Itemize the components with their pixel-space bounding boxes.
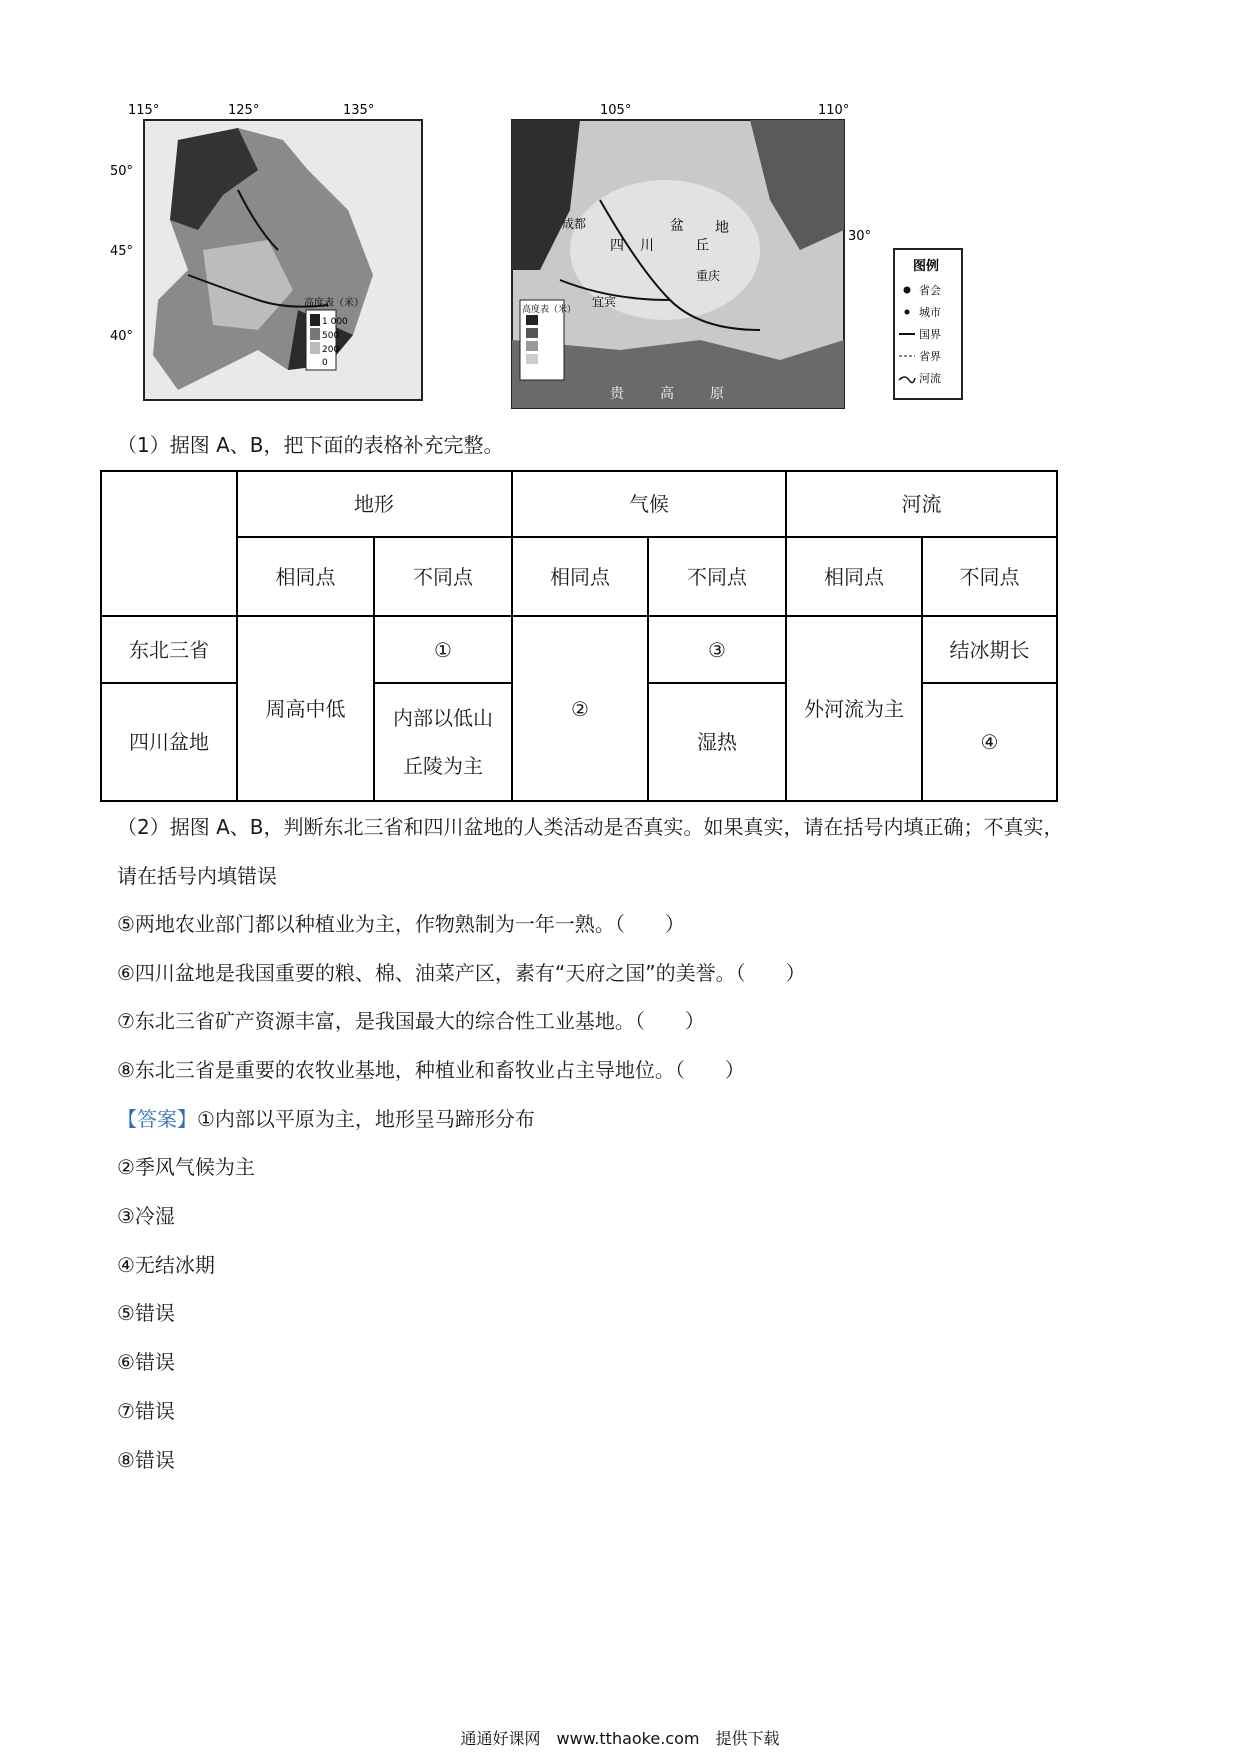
map-a-lat-label: 50° [110,164,134,179]
map-b-place-label: 成都 [562,217,587,231]
cell-terrain-same: 周高中低 [265,696,346,721]
map-b-lon-label: 110° [818,103,850,118]
answer-tag: 【答案】 [117,1107,197,1131]
map-legend [893,248,963,400]
map-a-legend-value: 500 [322,331,340,341]
map-b-place-label: 盆 [670,218,684,234]
map-a-legend-value: 1 000 [322,317,348,327]
answer-5: ⑤错误 [117,1301,175,1325]
question-2-line1: （2）据图 A、B，判断东北三省和四川盆地的人类活动是否真实。如果真实，请在括号内填正确；不真实， [117,815,1064,839]
legend-title: 图例 [913,259,940,274]
comparison-table [100,470,1058,802]
header-terrain: 地形 [354,492,394,516]
row-label-northeast: 东北三省 [129,637,209,662]
cell-climate-same: ② [571,696,589,721]
map-b-lat-label: 30° [848,229,872,244]
map-b-place-label: 丘 [695,238,709,254]
map-b-lon-label: 105° [600,103,632,118]
answer-1-text: ①内部以平原为主，地形呈马蹄形分布 [197,1107,535,1131]
question-1: （1）据图 A、B，把下面的表格补充完整。 [117,433,504,457]
subheader-same: 相同点 [824,564,884,589]
row-label-sichuan: 四川盆地 [129,730,209,754]
cell-river-diff-ne: 结冰期长 [949,637,1030,662]
map-a-lon-label: 135° [343,103,375,118]
answer-3: ③冷湿 [117,1204,175,1228]
legend-item: 省界 [919,350,941,363]
statement-7: ⑦东北三省矿产资源丰富，是我国最大的综合性工业基地。（ ） [117,1009,705,1033]
page-footer: 通通好课网 www.tthaoke.com 提供下载 [460,1729,780,1748]
statement-6: ⑥四川盆地是我国重要的粮、棉、油菜产区，素有“天府之国”的美誉。（ ） [117,961,806,985]
map-b-place-label: 高 [660,386,674,402]
map-b-place-label: 原 [710,386,724,402]
question-2-line2: 请在括号内填错误 [117,864,277,888]
answer-2: ②季风气候为主 [117,1155,255,1179]
answer-1 [117,1106,535,1132]
map-b-place-label: 四 [610,238,624,254]
map-a-legend-value: 200 [322,345,340,355]
answer-8: ⑧错误 [117,1448,175,1472]
subheader-diff: 不同点 [687,564,747,589]
map-a-legend-value: 0 [322,358,328,368]
map-a-lon-label: 125° [228,103,260,118]
map-a-lat-label: 45° [110,244,134,259]
answer-7: ⑦错误 [117,1399,175,1423]
map-b-place-label: 重庆 [696,269,721,283]
cell-terrain-diff-sc [375,684,511,800]
cell-terrain-diff-sc-line2: 丘陵为主 [403,754,483,778]
cell-climate-diff-sc: 湿热 [697,730,737,754]
header-river: 河流 [901,492,942,516]
answer-6: ⑥错误 [117,1350,175,1374]
cell-terrain-diff-sc-line1: 内部以低山 [393,706,493,730]
cell-climate-diff-ne: ③ [708,637,726,662]
map-b-place-label: 宜宾 [592,295,617,309]
cell-river-same: 外河流为主 [804,696,904,721]
legend-item: 省会 [919,284,941,297]
map-b-place-label: 地 [715,220,729,236]
map-b-place-label: 川 [640,238,654,254]
map-b-legend-title: 高度表（米） [522,305,577,315]
map-a-lat-label: 40° [110,329,134,344]
answer-4: ④无结冰期 [117,1253,215,1277]
map-a-lon-label: 115° [128,103,160,118]
statement-5: ⑤两地农业部门都以种植业为主，作物熟制为一年一熟。（ ） [117,912,685,936]
subheader-diff: 不同点 [413,564,473,589]
cell-river-diff-sc: ④ [980,730,999,754]
statement-8: ⑧东北三省是重要的农牧业基地，种植业和畜牧业占主导地位。（ ） [117,1058,745,1082]
subheader-same: 相同点 [275,564,336,589]
cell-terrain-diff-ne: ① [434,637,452,662]
map-b-place-label: 贵 [610,386,624,402]
subheader-same: 相同点 [550,564,610,589]
map-northeast [108,100,428,405]
header-climate: 气候 [629,492,669,516]
map-a-legend-title: 高度表（米） [304,298,364,309]
legend-item: 河流 [919,372,941,385]
subheader-diff: 不同点 [959,564,1020,589]
legend-item: 国界 [919,328,941,341]
legend-item: 城市 [919,306,941,319]
